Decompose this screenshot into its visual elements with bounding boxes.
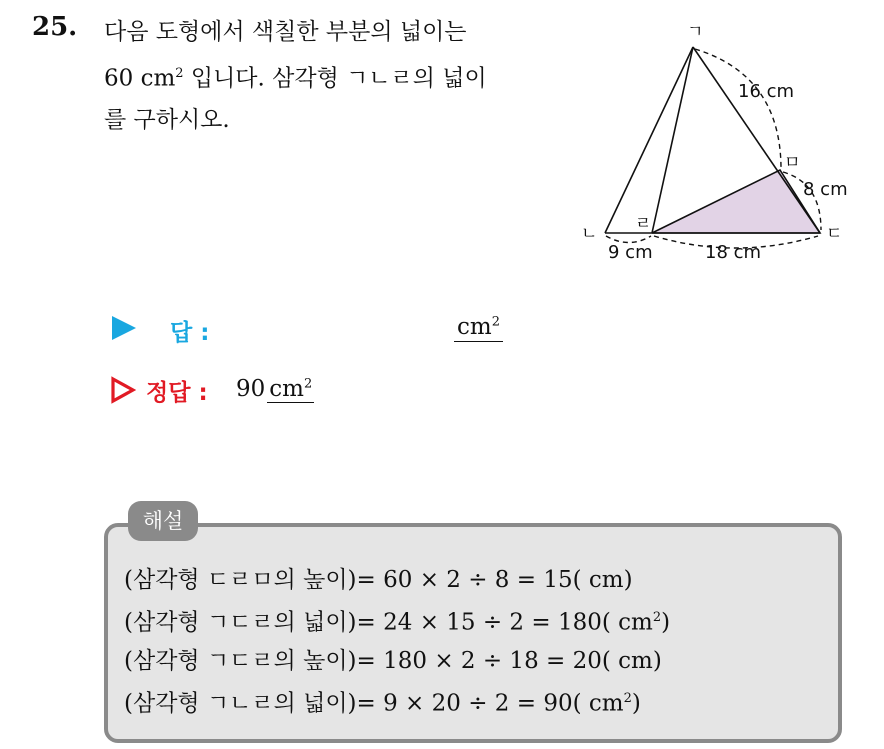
explanation-line-4-text: (삼각형 ㄱㄴㄹ의 넓이)= 9 × 20 ÷ 2 = 90( cm [124, 690, 624, 717]
explanation-line [124, 561, 670, 599]
question-line-2-rest: 입니다. 삼각형 ㄱㄴㄹ의 넓이 [183, 65, 487, 92]
geometry-figure [575, 15, 865, 270]
answer-unit-exponent: 2 [491, 314, 500, 330]
label-18cm: 18 cm [705, 242, 762, 263]
area-unit-exponent: 2 [175, 66, 184, 81]
triangle-outline-icon [110, 376, 136, 404]
segment-g-n [605, 47, 693, 233]
explanation-line [124, 599, 670, 642]
shaded-triangle [652, 170, 820, 233]
answer-label: 답 : [170, 320, 210, 346]
correct-answer-unit-exponent: 2 [303, 376, 313, 392]
vertex-label-r: ㄹ [635, 214, 652, 234]
label-8cm: 8 cm [803, 179, 848, 200]
question-line-3: 를 구하시오. [104, 106, 230, 133]
triangle-right-icon [112, 316, 136, 340]
correct-answer-label: 정답 : [146, 380, 208, 406]
answer-row [110, 312, 530, 348]
answer-input-blank[interactable] [454, 314, 503, 342]
label-9cm: 9 cm [608, 242, 653, 263]
correct-answer [236, 376, 314, 403]
question-number: 25. [32, 12, 78, 42]
correct-answer-value: 90 [236, 376, 266, 402]
area-value: 60 cm [104, 65, 176, 92]
correct-answer-unit-wrap [267, 376, 314, 403]
label-16cm: 16 cm [738, 81, 795, 102]
answer-unit: cm [457, 314, 492, 340]
explanation-line-2-tail: ) [661, 609, 671, 636]
explanation-tag: 해설 [128, 501, 198, 541]
question-line-1: 다음 도형에서 색칠한 부분의 넓이는 [104, 19, 467, 45]
segment-g-r [652, 47, 693, 233]
correct-answer-unit: cm [269, 376, 304, 402]
explanation-line [124, 642, 670, 680]
explanation-line-4-tail: ) [631, 690, 641, 717]
explanation-line-2-text: (삼각형 ㄱㄷㄹ의 넓이)= 24 × 15 ÷ 2 = 180( cm [124, 609, 653, 636]
explanation-line-3-text: (삼각형 ㄱㄷㄹ의 높이)= 180 × 2 ÷ 18 = 20( cm) [124, 647, 662, 674]
question-text [104, 12, 554, 141]
vertex-label-n: ㄴ [581, 224, 598, 244]
explanation-line-2-exponent: 2 [652, 610, 662, 625]
correct-answer-row [110, 372, 530, 412]
vertex-label-g: ㄱ [687, 22, 704, 42]
explanation-line [124, 680, 670, 723]
vertex-label-d: ㄷ [826, 224, 843, 244]
explanation-lines [124, 561, 670, 722]
explanation-line-1-text: (삼각형 ㄷㄹㅁ의 높이)= 60 × 2 ÷ 8 = 15( cm) [124, 567, 633, 593]
question-line-2 [104, 53, 554, 100]
explanation-line-4-exponent: 2 [623, 690, 632, 706]
dim-arc-gm [695, 49, 781, 167]
vertex-label-m: ㅁ [784, 153, 801, 173]
